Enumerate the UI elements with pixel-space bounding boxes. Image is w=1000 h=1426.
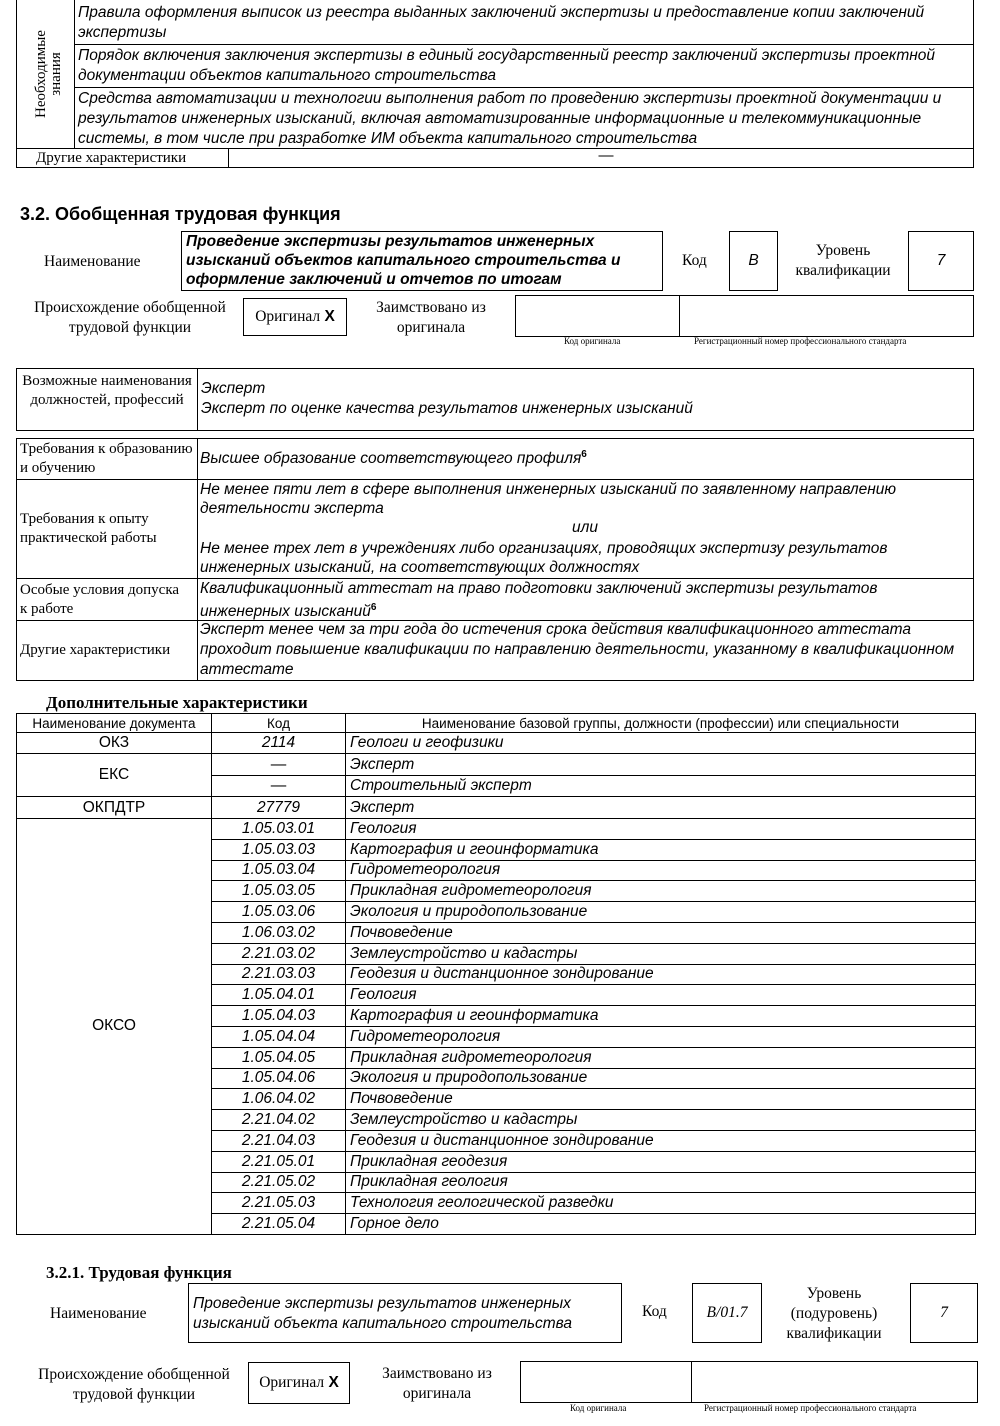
additional-heading: Дополнительные характеристики	[46, 693, 308, 712]
code: 1.06.03.02	[212, 922, 346, 943]
name: Прикладная геология	[346, 1172, 976, 1193]
req-label: Требования к образованию и обучению	[20, 441, 193, 476]
position-item: Эксперт по оценке качества результатов инженерных изысканий	[201, 400, 693, 417]
gtf-borrowed-label: Заимствовано из оригинала	[376, 299, 486, 336]
name: Экология и природопользование	[346, 1068, 976, 1089]
code: 2.21.03.03	[212, 964, 346, 985]
code: 1.05.04.06	[212, 1068, 346, 1089]
knowledge-table	[16, 0, 974, 168]
gtf-name-value: Проведение экспертизы результатов инженерных изысканий объектов капитального строительства и оформление заключений и отчетов по итогам	[181, 231, 663, 291]
section-heading: 3.2. Обобщенная трудовая функция	[20, 204, 341, 224]
req-label: Особые условия допуска к работе	[20, 582, 180, 617]
name: Почвоведение	[346, 922, 976, 943]
code: 27779	[212, 797, 346, 819]
name: Картография и геоинформатика	[346, 1006, 976, 1027]
positions-table	[16, 368, 974, 431]
doc-name: ЕКС	[17, 754, 212, 797]
positions-label: Возможные наименования должностей, профессий	[22, 373, 192, 408]
tf-code-value: B/01.7	[692, 1283, 762, 1343]
side-label: Необходимые знания	[33, 30, 64, 118]
original-mark: X	[324, 308, 335, 325]
gtf-cap-code: Код оригинала	[564, 336, 621, 346]
name: Геологи и геофизики	[346, 733, 976, 754]
code: 1.05.03.01	[212, 819, 346, 840]
original-mark: X	[328, 1374, 339, 1391]
code: 2.21.05.03	[212, 1193, 346, 1214]
req-value: Высшее образование соответствующего профиля$^6$	[200, 449, 587, 468]
req-value: Эксперт менее чем за три года до истечения срока действия квалификационного аттестата проходит повышение квалификации по направлению деятельности, указанному в квалификационном аттестате	[200, 621, 955, 678]
tf-cap-code: Код оригинала	[570, 1403, 627, 1413]
requirements-table	[16, 438, 974, 681]
okso-rows	[17, 819, 976, 1235]
col-header: Наименование документа	[17, 714, 212, 733]
gtf-code-value: B	[729, 231, 778, 291]
col-header: Наименование базовой группы, должности (профессии) или специальности	[346, 714, 976, 733]
other-label: Другие характеристики	[36, 150, 187, 166]
doc-name: ОКПДТР	[17, 797, 212, 819]
code: 1.05.04.01	[212, 985, 346, 1006]
doc-name: ОКЗ	[17, 733, 212, 754]
req-label: Другие характеристики	[20, 642, 171, 658]
col-header: Код	[212, 714, 346, 733]
tf-level-value: 7	[910, 1283, 978, 1343]
code: 2.21.05.01	[212, 1151, 346, 1172]
name: Геодезия и дистанционное зондирование	[346, 964, 976, 985]
gtf-original-box	[243, 298, 347, 336]
name: Эксперт	[346, 797, 976, 819]
name: Картография и геоинформатика	[346, 839, 976, 860]
code: 1.05.04.03	[212, 1006, 346, 1027]
code: 2.21.03.02	[212, 943, 346, 964]
name: Геология	[346, 819, 976, 840]
req-label: Требования к опыту практической работы	[20, 511, 157, 546]
req-value: Квалификационный аттестат на право подготовки заключений экспертизы результатов инженерных изысканий$^6$	[200, 580, 878, 621]
code: 1.06.04.02	[212, 1089, 346, 1110]
tf-origin-label: Происхождение обобщенной трудовой функции	[38, 1366, 230, 1403]
name: Землеустройство и кадастры	[346, 943, 976, 964]
position-item: Эксперт	[201, 380, 266, 397]
gtf-code-label: Код	[682, 252, 707, 269]
original-label: Оригинал	[255, 308, 321, 325]
name: Горное дело	[346, 1214, 976, 1235]
code: 1.05.03.03	[212, 839, 346, 860]
code: 2.21.04.02	[212, 1110, 346, 1131]
tf-name-label: Наименование	[50, 1305, 147, 1322]
req-or: или	[572, 519, 598, 536]
gtf-level-label: Уровень квалификации	[795, 242, 891, 279]
code: —	[212, 776, 346, 797]
knowledge-item: Средства автоматизации и технологии выполнения работ по проведению экспертизы проектной документации и результатов инженерных изысканий, включая автоматизированные информационные и телекоммуникационные системы, в том числе при разработке ИМ объекта капитального строительства	[78, 90, 942, 147]
tf-borrowed-box	[520, 1361, 978, 1403]
gtf-cap-reg: Регистрационный номер профессионального стандарта	[694, 336, 907, 346]
doc-name: ОКСО	[17, 819, 212, 1235]
tf-heading: 3.2.1. Трудовая функция	[46, 1263, 232, 1282]
name: Прикладная гидрометеорология	[346, 1047, 976, 1068]
code: 2.21.04.03	[212, 1130, 346, 1151]
code: 1.05.03.05	[212, 881, 346, 902]
code: —	[212, 754, 346, 776]
name: Прикладная геодезия	[346, 1151, 976, 1172]
name: Гидрометеорология	[346, 1026, 976, 1047]
gtf-level-value: 7	[908, 231, 974, 291]
tf-borrowed-label: Заимствовано из оригинала	[382, 1365, 492, 1402]
name: Землеустройство и кадастры	[346, 1110, 976, 1131]
req-value: Не менее трех лет в учреждениях либо организациях, проводящих экспертизу результатов инженерных изысканий, на соответствующих должностях	[200, 540, 888, 576]
name: Строительный эксперт	[346, 776, 976, 797]
additional-table	[16, 713, 976, 1235]
okso-row	[17, 819, 976, 840]
knowledge-item: Порядок включения заключения экспертизы в единый государственный реестр заключений экспертизы проектной документации объектов капитального строительства	[78, 47, 935, 84]
gtf-origin-label: Происхождение обобщенной трудовой функции	[34, 299, 226, 336]
tf-name-value: Проведение экспертизы результатов инженерных изысканий объекта капитального строительства	[188, 1283, 622, 1343]
code: 2.21.05.02	[212, 1172, 346, 1193]
code: 1.05.04.05	[212, 1047, 346, 1068]
code: 1.05.03.06	[212, 902, 346, 923]
name: Геология	[346, 985, 976, 1006]
knowledge-item: Правила оформления выписок из реестра выданных заключений экспертизы и предоставление копии заключений экспертизы	[78, 4, 925, 41]
gtf-name-label: Наименование	[44, 253, 141, 270]
req-value: Не менее пяти лет в сфере выполнения инженерных изысканий по заявленному направлению деятельности эксперта	[200, 481, 897, 517]
name: Гидрометеорология	[346, 860, 976, 881]
code: 2.21.05.04	[212, 1214, 346, 1235]
other-value: —	[598, 147, 614, 164]
name: Почвоведение	[346, 1089, 976, 1110]
tf-code-label: Код	[642, 1303, 667, 1320]
name: Прикладная гидрометеорология	[346, 881, 976, 902]
name: Эксперт	[346, 754, 976, 776]
code: 1.05.03.04	[212, 860, 346, 881]
tf-cap-reg: Регистрационный номер профессионального стандарта	[704, 1403, 917, 1413]
tf-original-box	[248, 1362, 350, 1404]
original-label: Оригинал	[259, 1374, 325, 1391]
name: Геодезия и дистанционное зондирование	[346, 1130, 976, 1151]
gtf-borrowed-box	[515, 295, 974, 337]
name: Экология и природопользование	[346, 902, 976, 923]
code: 2114	[212, 733, 346, 754]
tf-level-label: Уровень (подуровень) квалификации	[786, 1285, 882, 1342]
name: Технология геологической разведки	[346, 1193, 976, 1214]
code: 1.05.04.04	[212, 1026, 346, 1047]
